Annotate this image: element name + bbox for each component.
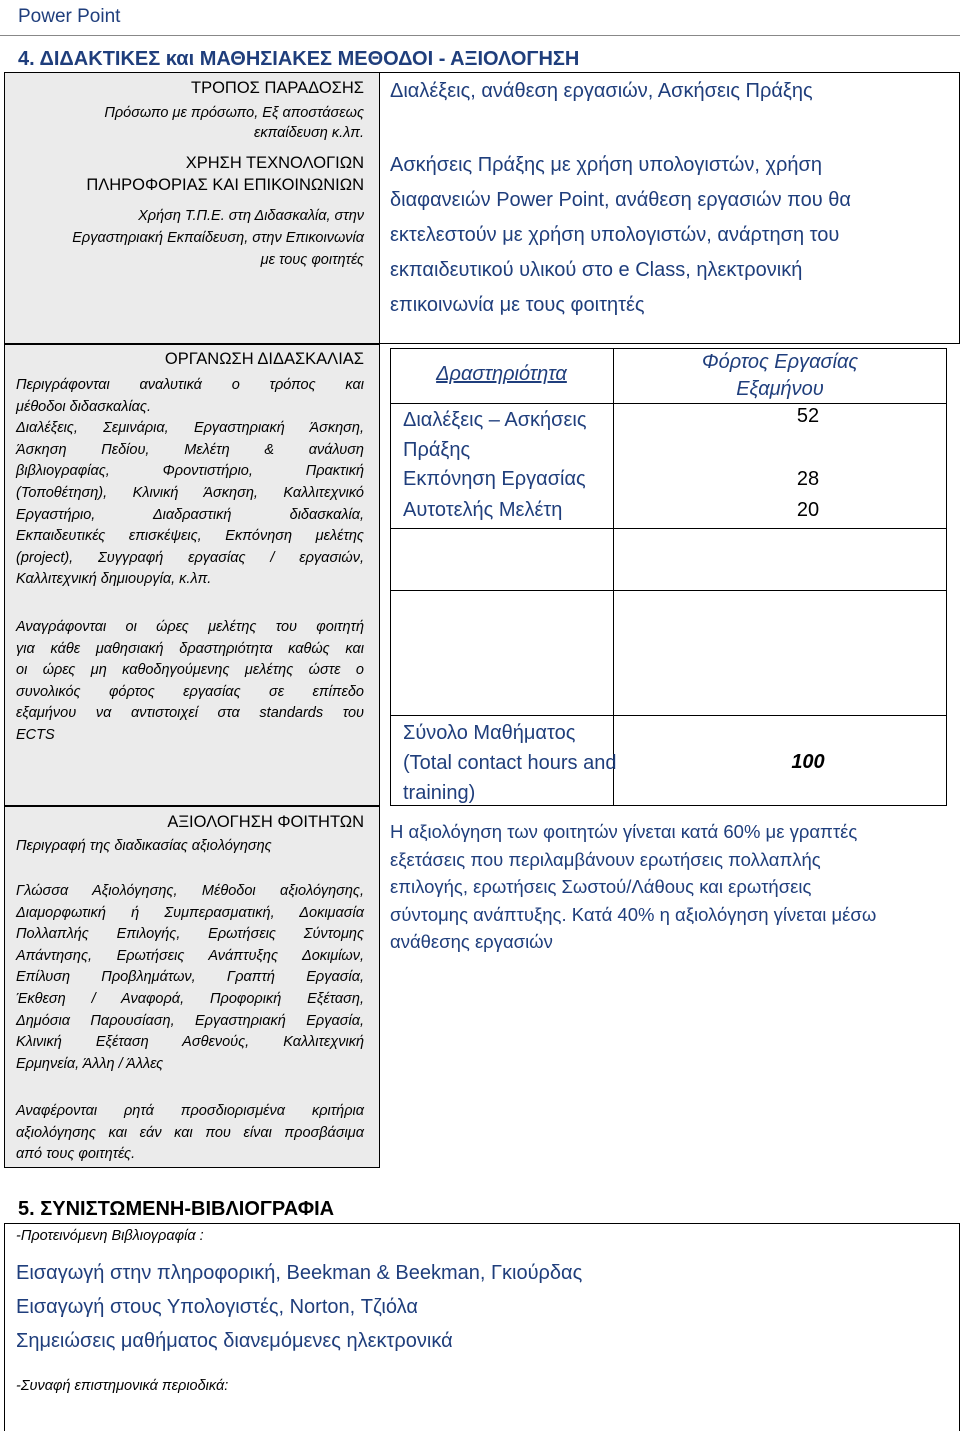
total-value: 100 [791, 751, 825, 773]
teaching-p1-line: Εργαστήριο, Διαδραστική διδασκαλία, [16, 506, 364, 523]
teaching-p1-line: Άσκηση Πεδίου, Μελέτη & ανάλυση [16, 441, 364, 458]
teaching-paragraph-1 [16, 375, 364, 591]
row-activity-line: Πράξης [403, 439, 471, 461]
ict-value-line: εκπαιδευτικού υλικού στο e Class, ηλεκτρονική [390, 259, 803, 281]
ict-value-line: επικοινωνία με τους φοιτητές [390, 294, 645, 316]
proposed-bibliography-label: -Προτεινόμενη Βιβλιογραφία : [16, 1228, 204, 1244]
assessment-p1-line: Διαμορφωτική ή Συμπερασματική, Δοκιμασία [16, 904, 364, 921]
delivery-heading: ΤΡΟΠΟΣ ΠΑΡΑΔΟΣΗΣ [191, 79, 364, 97]
teaching-p2-line: εξαμήνου να αντιστοιχεί στα standards του [16, 705, 364, 722]
ict-heading [10, 152, 364, 196]
bibliography-item: Εισαγωγή στους Υπολογιστές, Norton, Τζιόλα [16, 1296, 418, 1318]
row-hours: 20 [796, 499, 820, 521]
row-activity-line: Διαλέξεις – Ασκήσεις [403, 409, 587, 431]
total-label-line: Σύνολο Μαθήματος [403, 722, 576, 744]
ict-heading-line: ΠΛΗΡΟΦΟΡΙΑΣ ΚΑΙ ΕΠΙΚΟΙΝΩΝΙΩΝ [86, 176, 364, 194]
workload-row-divider [390, 715, 947, 716]
teaching-p1-line: (Τοποθέτηση), Κλινική Άσκηση, Καλλιτεχνικό [16, 484, 364, 501]
journals-label: -Συναφή επιστημονικά περιοδικά: [16, 1378, 229, 1394]
delivery-desc-line: Πρόσωπο με πρόσωπο, Εξ αποστάσεως [104, 105, 364, 121]
ict-value-line: Ασκήσεις Πράξης με χρήση υπολογιστών, χρήση [390, 154, 822, 176]
delivery-description [10, 103, 364, 143]
assessment-p1-line: Απάντησης, Ερωτήσεις Ανάπτυξης Δοκιμίων, [16, 947, 364, 964]
teaching-p2-line: Αναγράφονται οι ώρες μελέτης του φοιτητή [16, 619, 364, 635]
assessment-value-line: ανάθεσης εργασιών [390, 931, 553, 952]
bibliography-item: Εισαγωγή στην πληροφορική, Beekman & Beekman, Γκιούρδας [16, 1262, 583, 1284]
assessment-p1-line: Γλώσσα Αξιολόγησης, Μέθοδοι αξιολόγησης, [16, 883, 364, 899]
ict-desc-line: Χρήση Τ.Π.Ε. στη Διδασκαλία, στην [138, 208, 364, 224]
assessment-value-line: Η αξιολόγηση των φοιτητών γίνεται κατά 60% με γραπτές [390, 821, 858, 842]
assessment-subheading: Περιγραφή της διαδικασίας αξιολόγησης [16, 838, 272, 854]
workload-row-divider [390, 590, 947, 591]
teaching-p2-line: συνολικός φόρτος εργασίας σε επίπεδο [16, 683, 364, 700]
delivery-desc-line: εκπαίδευση κ.λπ. [253, 125, 364, 141]
teaching-p1-line: Εκπαιδευτικές επισκέψεις, Εκπόνηση μελέτης [16, 528, 364, 545]
teaching-paragraph-2 [16, 617, 364, 747]
teaching-p1-line: βιβλιογραφίας, Φροντιστήριο, Πρακτική [16, 463, 364, 480]
teaching-p2-line: για κάθε μαθησιακή δραστηριότητα καθώς και [16, 640, 364, 657]
ict-value-line: διαφανειών Power Point, ανάθεση εργασιών που θα [390, 189, 851, 211]
row-activity: Εκπόνηση Εργασίας [403, 468, 586, 490]
row-activity: Αυτοτελής Μελέτη [403, 499, 563, 521]
teaching-p2-line: ECTS [16, 726, 55, 743]
header-divider [0, 35, 960, 36]
assessment-p2-line: Αναφέρονται ρητά προσδιορισμένα κριτήρια [16, 1103, 364, 1119]
app-title: Power Point [18, 6, 121, 27]
row-hours: 52 [796, 405, 820, 427]
col-workload-header [613, 349, 947, 403]
total-label-line: training) [403, 782, 476, 804]
ict-description [10, 205, 364, 271]
col-workload-line: Εξαμήνου [736, 378, 824, 400]
assessment-p1-line: Κλινική Εξέταση Ασθενούς, Καλλιτεχνική [16, 1034, 364, 1051]
assessment-p1-line: Δημόσια Παρουσίαση, Εργαστηριακή Εργασία, [16, 1012, 364, 1029]
assessment-p1-line: Έκθεση / Αναφορά, Προφορική Εξέταση, [16, 990, 364, 1007]
workload-row-divider [390, 528, 947, 529]
bibliography-item: Σημειώσεις μαθήματος διανεμόμενες ηλεκτρονικά [16, 1330, 453, 1352]
teaching-p1-line: (project), Συγγραφή εργασίας / εργασιών, [16, 549, 364, 566]
ict-value [390, 148, 851, 323]
teaching-p1-line: μέθοδοι διδασκαλίας. [16, 398, 152, 415]
assessment-heading: ΑΞΙΟΛΟΓΗΣΗ ΦΟΙΤΗΤΩΝ [167, 813, 364, 831]
assessment-value-line: επιλογής, ερωτήσεις Σωστού/Λάθους και ερωτήσεις [390, 876, 812, 897]
assessment-p1-line: Πολλαπλής Επιλογής, Ερωτήσεις Σύντομης [16, 926, 364, 943]
bibliography-list [16, 1256, 582, 1358]
total-label-line: (Total contact hours and [403, 752, 617, 774]
teaching-p1-line: Περιγράφονται αναλυτικά ο τρόπος και [16, 377, 364, 393]
workload-header-divider [390, 403, 947, 404]
assessment-paragraph-2 [16, 1101, 364, 1166]
col-activity-header: Δραστηριότητα [436, 363, 567, 385]
assessment-value [390, 818, 876, 956]
total-label [403, 718, 616, 808]
assessment-value-line: σύντομης ανάπτυξης. Κατά 40% η αξιολόγηση γίνεται μέσω [390, 903, 877, 925]
col-workload-line: Φόρτος Εργασίας [701, 351, 859, 373]
teaching-p1-line: Διαλέξεις, Σεμινάρια, Εργαστηριακή Άσκηση, [16, 420, 364, 437]
teaching-p1-line: Καλλιτεχνική δημιουργία, κ.λπ. [16, 571, 212, 588]
assessment-paragraph-1 [16, 881, 364, 1075]
teaching-p2-line: οι ώρες μη καθοδηγούμενης μελέτης ώστε ο [16, 662, 364, 679]
section4-title: 4. ΔΙΔΑΚΤΙΚΕΣ και ΜΑΘΗΣΙΑΚΕΣ ΜΕΘΟΔΟΙ - ΑΞΙΟΛΟΓΗΣΗ [18, 48, 580, 70]
ict-value-line: εκτελεστούν με χρήση υπολογιστών, ανάρτηση του [390, 224, 840, 246]
assessment-p2-line: αξιολόγησης και εάν και που είναι προσβάσιμα [16, 1124, 364, 1141]
assessment-value-line: εξετάσεις που περιλαμβάνουν ερωτήσεις πολλαπλής [390, 848, 821, 870]
row-activity [403, 405, 587, 465]
ict-heading-line: ΧΡΗΣΗ ΤΕΧΝΟΛΟΓΙΩΝ [185, 154, 364, 172]
assessment-p1-line: Επίλυση Προβλημάτων, Γραπτή Εργασία, [16, 969, 364, 986]
assessment-p2-line: από τους φοιτητές. [16, 1146, 136, 1163]
top-table-divider [379, 72, 380, 344]
section5-title: 5. ΣΥΝΙΣΤΩΜΕΝΗ-ΒΙΒΛΙΟΓΡΑΦΙΑ [18, 1198, 335, 1220]
row-hours: 28 [796, 468, 820, 490]
ict-desc-line: Εργαστηριακή Εκπαίδευση, στην Επικοινωνία [72, 230, 364, 246]
ict-desc-line: με τους φοιτητές [260, 252, 364, 268]
assessment-p1-line: Ερμηνεία, Άλλη / Άλλες [16, 1055, 164, 1072]
delivery-value: Διαλέξεις, ανάθεση εργασιών, Ασκήσεις Πράξης [390, 80, 813, 102]
teaching-heading: ΟΡΓΑΝΩΣΗ ΔΙΔΑΣΚΑΛΙΑΣ [164, 350, 364, 368]
